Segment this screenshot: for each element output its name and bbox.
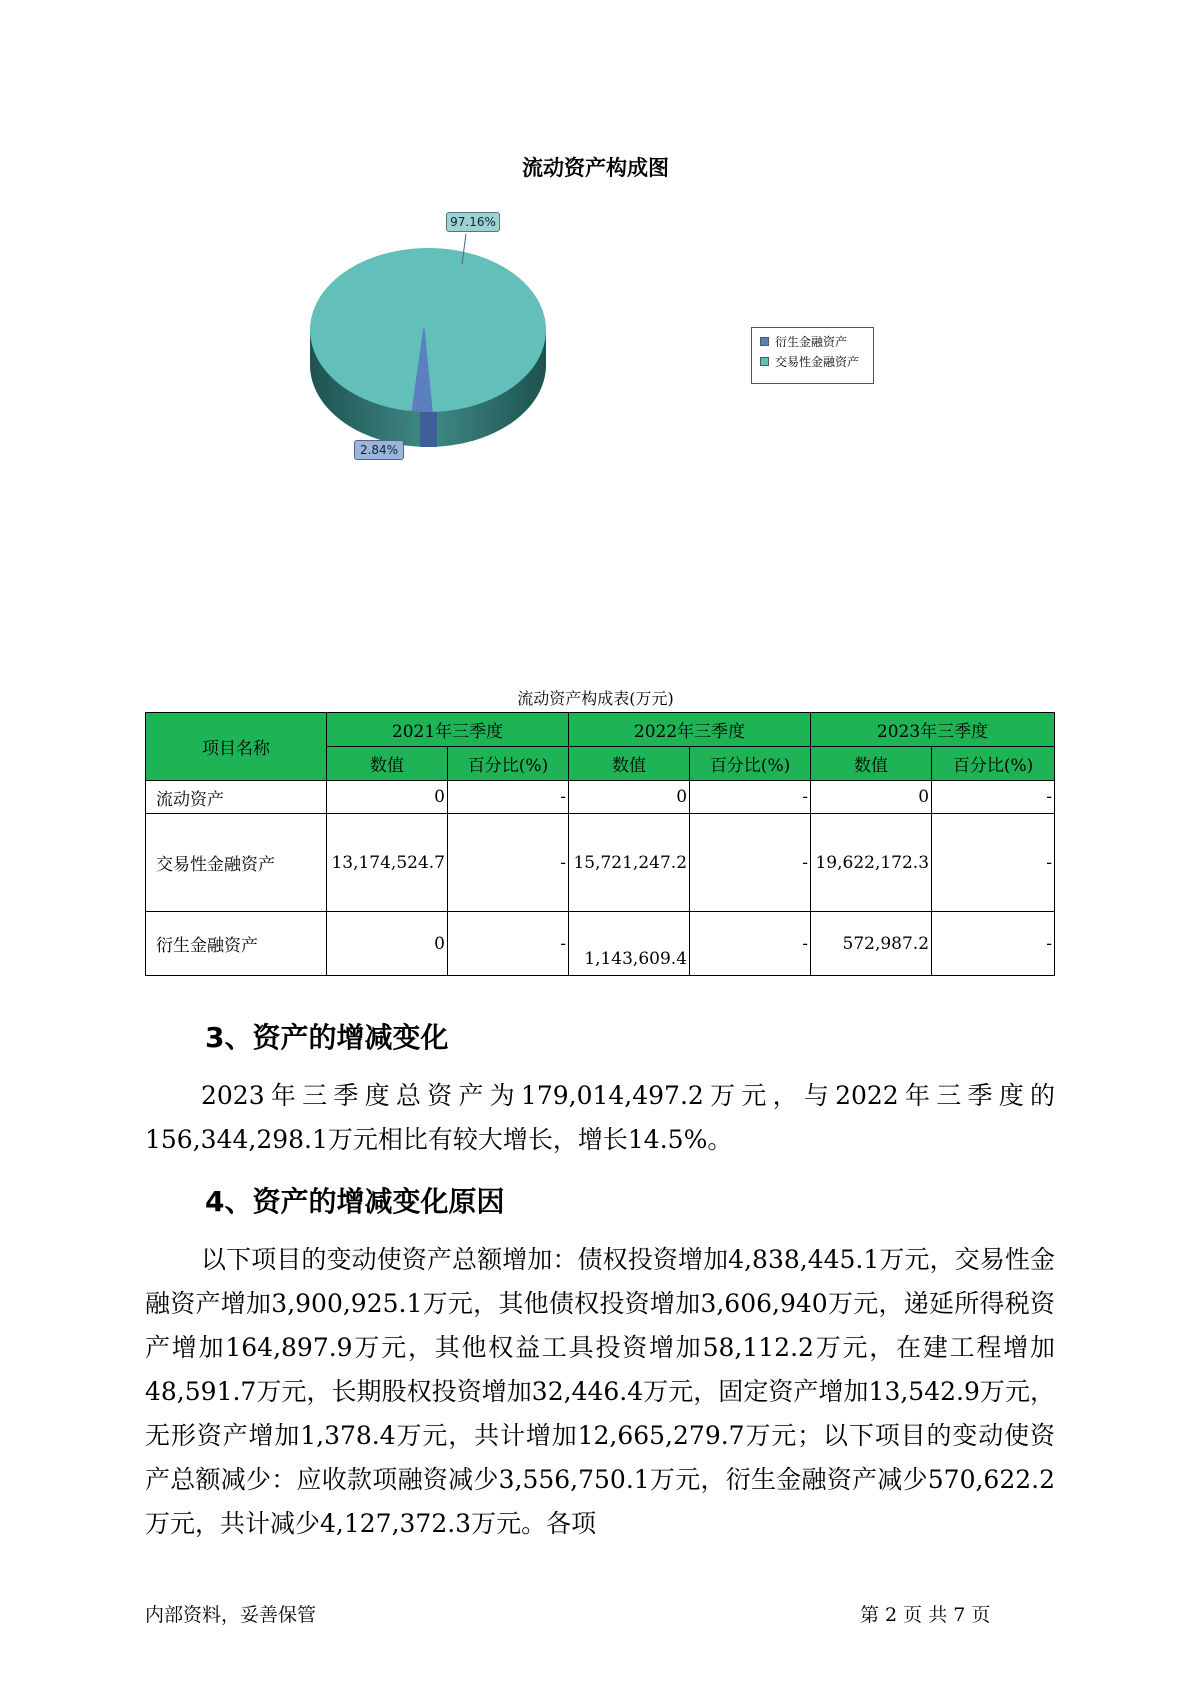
data-label-small: 2.84% [354, 440, 404, 460]
legend-label-derivative: 衍生金融资产 [775, 334, 848, 349]
cell-pct: - [690, 781, 811, 814]
table-row [146, 814, 1055, 912]
legend-swatch-derivative [760, 337, 769, 346]
data-label-large: 97.16% [446, 212, 500, 232]
cell-value: 0 [569, 781, 690, 814]
chart-legend [751, 327, 874, 384]
pie-chart [290, 200, 580, 480]
table-row [146, 912, 1055, 976]
header-item-name: 项目名称 [146, 713, 327, 781]
header-period-2023: 2023年三季度 [811, 713, 1055, 747]
header-value: 数值 [811, 747, 932, 781]
header-pct: 百分比(%) [690, 747, 811, 781]
header-value: 数值 [569, 747, 690, 781]
table-caption: 流动资产构成表(万元) [517, 689, 674, 708]
row-name: 交易性金融资产 [146, 814, 327, 912]
cell-value: 13,174,524.7 [327, 814, 448, 912]
cell-value: 572,987.2 [811, 912, 932, 976]
cell-pct: - [932, 912, 1055, 976]
header-value: 数值 [327, 747, 448, 781]
table-row [146, 781, 1055, 814]
cell-pct: - [448, 912, 569, 976]
cell-value: 15,721,247.2 [569, 814, 690, 912]
asset-table [145, 712, 1055, 976]
cell-value: 0 [327, 912, 448, 976]
cell-value: 0 [811, 781, 932, 814]
legend-label-trading: 交易性金融资产 [775, 354, 860, 369]
chart-title: 流动资产构成图 [522, 156, 669, 180]
header-period-2021: 2021年三季度 [327, 713, 569, 747]
section3-heading: 3、资产的增减变化 [205, 1021, 449, 1054]
legend-swatch-trading [760, 357, 769, 366]
cell-pct: - [448, 781, 569, 814]
footer-left: 内部资料，妥善保管 [145, 1604, 317, 1626]
cell-value: 1,143,609.4 [569, 912, 690, 976]
header-pct: 百分比(%) [448, 747, 569, 781]
cell-pct: - [932, 814, 1055, 912]
section4-paragraph: 以下项目的变动使资产总额增加：债权投资增加4,838,445.1万元，交易性金融资产增加3,900,925.1万元，其他债权投资增加3,606,940万元，递延所得税资产增加164,897.9万元，其他权益工具投资增加58,112.2万元，在建工程增加48,591.7万元，长期股权投资增加32,446.4万元，固定资产增加13,542.9万元，无形资产增加1,378.4万元，共计增加12,665,279.7万元；以下项目的变动使资产总额减少：应收款项融资减少3,556,750.1万元，衍生金融资产减少570,622.2万元，共计减少4,127,372.3万元。各项 [145, 1245, 1055, 1538]
header-period-2022: 2022年三季度 [569, 713, 811, 747]
row-name: 流动资产 [146, 781, 327, 814]
section3-paragraph: 2023年三季度总资产为179,014,497.2万元，与2022年三季度的156,344,298.1万元相比有较大增长，增长14.5%。 [145, 1081, 1055, 1154]
header-pct: 百分比(%) [932, 747, 1055, 781]
page-number: 第 2 页 共 7 页 [860, 1604, 991, 1626]
legend-item-derivative [752, 331, 873, 351]
cell-pct: - [932, 781, 1055, 814]
cell-value: 19,622,172.3 [811, 814, 932, 912]
section4-heading: 4、资产的增减变化原因 [205, 1185, 505, 1218]
row-name: 衍生金融资产 [146, 912, 327, 976]
legend-item-trading [752, 351, 873, 371]
cell-pct: - [448, 814, 569, 912]
cell-value: 0 [327, 781, 448, 814]
cell-pct: - [690, 912, 811, 976]
cell-pct: - [690, 814, 811, 912]
